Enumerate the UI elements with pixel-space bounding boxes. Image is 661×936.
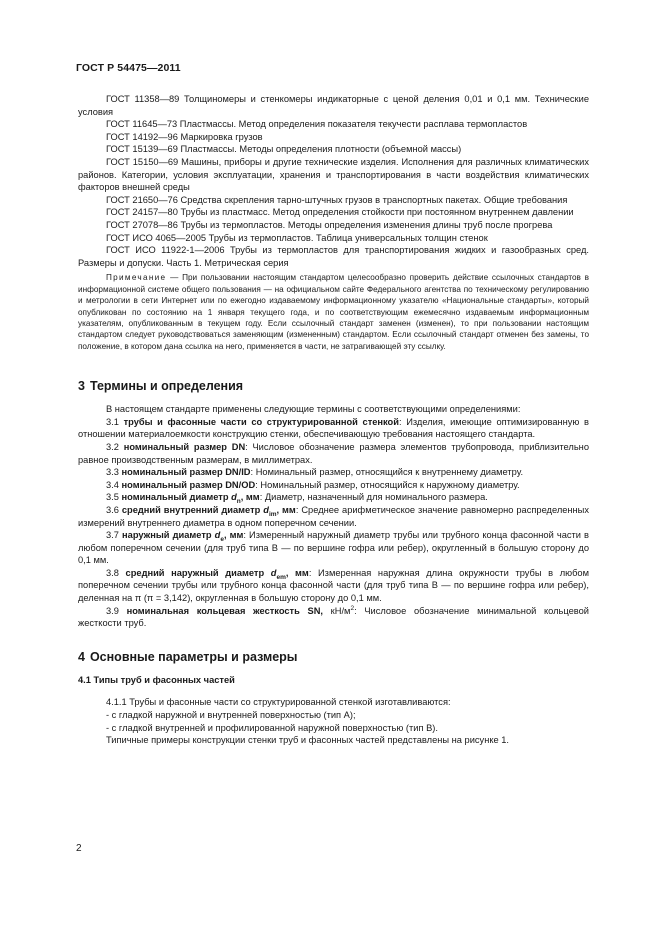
ref-item: ГОСТ 15150—69 Машины, приборы и другие технические изделия. Исполнения для различных климатических районов. Категории, условия эксплуатации, хранения и транспортирования в части воздействия климатических факторов внешней среды <box>78 156 589 193</box>
page-number: 2 <box>76 843 82 854</box>
term-3-4: 3.4 номинальный размер DN/OD: Номинальный размер, относящийся к наружному диаметру. <box>106 479 520 490</box>
ref-item: ГОСТ 15139—69 Пластмассы. Методы определения плотности (объемной массы) <box>106 144 462 155</box>
term-3-3: 3.3 номинальный размер DN/ID: Номинальный размер, относящийся к внутреннему диаметру. <box>106 467 524 478</box>
note-label: Примечание <box>106 273 167 283</box>
ref-item: ГОСТ 21650—76 Средства скрепления тарно-штучных грузов в транспортных пакетах. Общие требования <box>106 194 568 205</box>
ref-item: ГОСТ 14192—96 Маркировка грузов <box>106 131 263 142</box>
document-header: ГОСТ Р 54475—2011 <box>76 62 181 74</box>
term-3-1: 3.1 трубы и фасонные части со структурированной стенкой: Изделия, имеющие оптимизированную в отношении материалоемкости конструкцию стенки, обеспечивающую требования настоящего стандарта. <box>78 416 589 440</box>
term-3-9: 3.9 номинальная кольцевая жесткость SN, $кН/м^2$: Числовое обозначение минимальной кольцевой жесткости труб. <box>78 604 589 629</box>
term-3-8: 3.8 средний наружный диаметр $d_{em}$, мм: Измеренная наружная длина окружности трубы в любом поперечном сечении трубы или трубного конца фасонной части (для труб типа В — по вершине гофра или ребер), деленная на π (π = 3,142), округленная в большую сторону до 0,1 мм. <box>78 567 589 604</box>
subsection-4-1-heading: 4.1 Типы труб и фасонных частей <box>78 674 235 685</box>
term-3-7: 3.7 наружный диаметр $d_e$, мм: Измеренный наружный диаметр трубы или трубного конца фасонной части в любом поперечном сечении (для труб типа В — по вершине гофра или ребер), округленный в большую сторону до 0,1 мм. <box>78 530 589 566</box>
term-3-2: 3.2 номинальный размер DN: Числовое обозначение размера элементов трубопровода, приблизительно равное производственным размерам, в миллиметрах. <box>78 441 589 465</box>
figure-reference: Типичные примеры конструкции стенки труб и фасонных частей представлены на рисунке 1. <box>106 735 510 746</box>
ref-item: ГОСТ 27078—86 Трубы из термопластов. Методы определения изменения длины труб после прогрева <box>106 219 553 230</box>
page-content <box>78 93 589 747</box>
section-3-heading: 3 Термины и определения <box>78 379 244 394</box>
note-paragraph <box>78 272 589 352</box>
ref-item: ГОСТ ИСО 11922-1—2006 Трубы из термопластов для транспортирования жидких и газообразных сред. Размеры и допуски. Часть 1. Метрическая серия <box>78 245 589 268</box>
ref-item: ГОСТ 11645—73 Пластмассы. Метод определения показателя текучести расплава термопластов <box>106 119 528 130</box>
list-item: - с гладкой внутренней и профилированной наружной поверхностью (тип В). <box>106 722 438 733</box>
section-4-heading: 4 Основные параметры и размеры <box>78 649 298 664</box>
note-text: — При пользовании настоящим стандартом целесообразно проверить действие ссылочных стандартов в информационной системе общего пользования — на официальном сайте Федерального агентства по техническому регулированию и метрологии в сети Интернет или по ежегодно издаваемому информационному указателю «Национальные стандарты», который опубликован по состоянию на 1 января текущего года, и по соответствующим ежемесячно издаваемым информационным указателям, опубликованным в текущем году. Если ссылочный стандарт заменен (изменен), то при пользовании настоящим стандартом следует руководствоваться заменяющим (измененным) стандартом. Если ссылочный стандарт отменен без замены, то положение, в котором дана ссылка на него, применяется в части, не затрагивающей эту ссылку. <box>78 273 589 351</box>
list-item: - с гладкой наружной и внутренней поверхностью (тип А); <box>106 710 356 721</box>
ref-item: ГОСТ ИСО 4065—2005 Трубы из термопластов. Таблица универсальных толщин стенок <box>106 232 488 243</box>
term-3-6: 3.6 средний внутренний диаметр $d_{im}$, мм: Среднее арифметическое значение равномерно распределенных измерений внутреннего диаметра в одном поперечном сечении. <box>78 504 590 528</box>
section-3-intro: В настоящем стандарте применены следующие термины с соответствующими определениями: <box>106 404 521 415</box>
term-3-5: 3.5 номинальный диаметр $d_n$, мм: Диаметр, назначенный для номинального размера. <box>106 492 488 506</box>
clause-4-1-1: 4.1.1 Трубы и фасонные части со структурированной стенкой изготавливаются: <box>106 697 451 708</box>
ref-item: ГОСТ 24157—80 Трубы из пластмасс. Метод определения стойкости при постоянном внутреннем давлении <box>106 207 574 218</box>
ref-item: ГОСТ 11358—89 Толщиномеры и стенкомеры индикаторные с ценой деления 0,01 и 0,1 мм. Технические условия <box>78 94 589 117</box>
